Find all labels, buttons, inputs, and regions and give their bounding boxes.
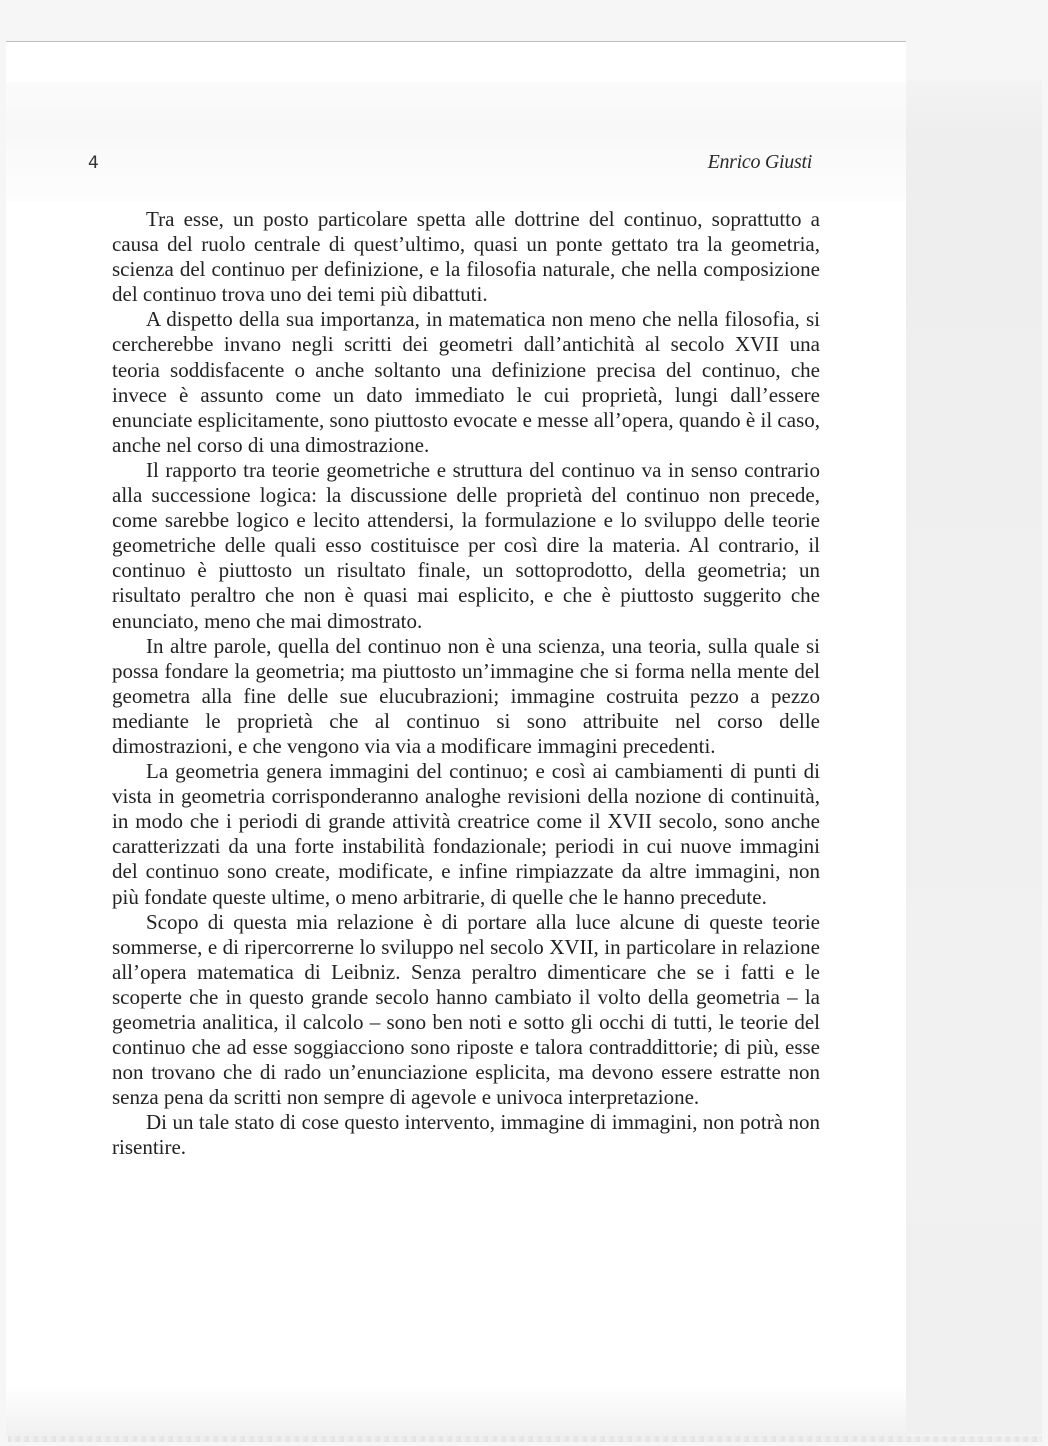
book-page (6, 41, 906, 1436)
page-number: 4 (88, 153, 99, 173)
page-bottom-shadow (6, 1386, 906, 1436)
paragraph: A dispetto della sua importanza, in matematica non meno che nella filosofia, si cercherebbe invano negli scritti dei geometri dall’antichità al secolo XVII una teoria soddisfacente o anche soltanto una definizione precisa del continuo, che invece è assunto come un dato immediato le cui proprietà, lungi dall’essere enunciate esplicitamente, sono piuttosto evocate e messe all’opera, quando è il caso, anche nel corso di una dimostrazione. (112, 307, 820, 457)
paragraph: Scopo di questa mia relazione è di portare alla luce alcune di queste teorie sommerse, e di ripercorrerne lo sviluppo nel secolo XVII, in particolare in relazione all’opera matematica di Leibniz. Senza peraltro dimenticare che se i fatti e le scoperte che in questo grande secolo hanno cambiato il volto della geometria – la geometria analitica, il calcolo – sono ben noti e sotto gli occhi di tutti, le teorie del continuo che ad esse soggiacciono sono riposte e talora contraddittorie; di più, esse non trovano che di rado un’enunciazione esplicita, ma devono essere estratte non senza pena da scritti non sempre di agevole e univoca interpretazione. (112, 909, 820, 1110)
paragraph: Il rapporto tra teorie geometriche e struttura del continuo va in senso contrario alla successione logica: la discussione delle proprietà del continuo non precede, come sarebbe logico e lecito attendersi, la formulazione e lo sviluppo delle teorie geometriche delle quali esso costituisce per così dire la materia. Al contrario, il continuo è piuttosto un risultato finale, un sottoprodotto, della geometria; un risultato peraltro che non è quasi mai esplicito, e che è piuttosto suggerito che enunciato, meno che mai dimostrato. (112, 457, 820, 633)
body-text (112, 207, 820, 1161)
paragraph: In altre parole, quella del continuo non è una scienza, una teoria, sulla quale si possa fondare la geometria; ma piuttosto un’immagine che si forma nella mente del geometra alla fine delle sue elucubrazioni; immagine costruita pezzo a pezzo mediante le proprietà che al continuo si sono attribuite nel corso delle dimostrazioni, e che vengono via via a modificare immagini precedenti. (112, 633, 820, 758)
scan-edge-artifact (8, 1436, 1042, 1442)
paragraph: Di un tale stato di cose questo intervento, immagine di immagini, non potrà non risentire. (112, 1110, 820, 1160)
paragraph: La geometria genera immagini del continuo; e così ai cambiamenti di punti di vista in geometria corrisponderanno analoghe revisioni della nozione di continuità, in modo che i periodi di grande attività creatrice come il XVII secolo, sono anche caratterizzati da una forte instabilità fondazionale; periodi in cui nuove immagini del continuo sono create, modificate, e infine rimpiazzate da altre immagini, non più fondate queste ultime, o meno arbitrarie, di quelle che le hanno precedute. (112, 759, 820, 909)
running-head-author: Enrico Giusti (707, 151, 812, 173)
paragraph: Tra esse, un posto particolare spetta alle dottrine del continuo, soprattutto a causa del ruolo centrale di quest’ultimo, quasi un ponte gettato tra la geometria, scienza del continuo per definizione, e la filosofia naturale, che nella composizione del continuo trova uno dei temi più dibattuti. (112, 207, 820, 307)
scan-margin-strip (906, 80, 1042, 1435)
page-shading (6, 82, 906, 202)
